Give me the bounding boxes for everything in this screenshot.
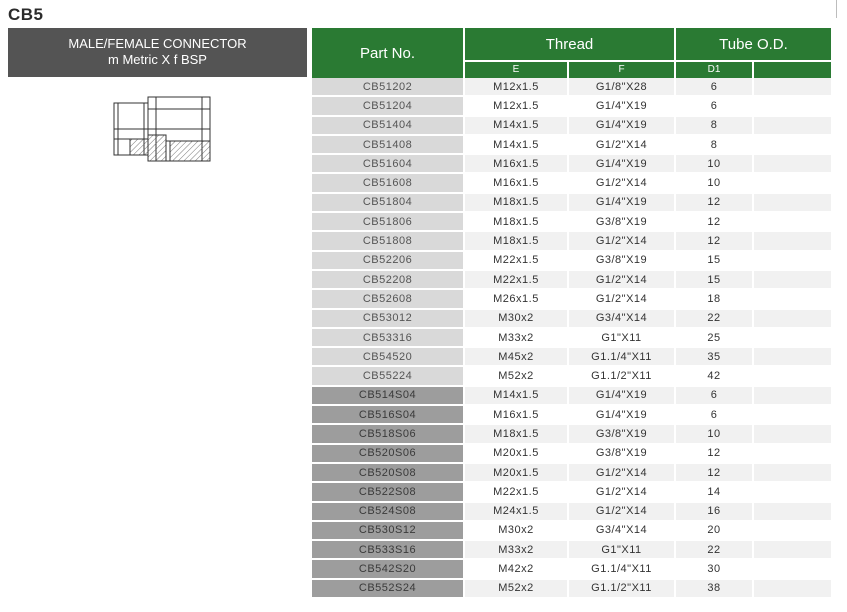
tube-od-cell: 35 [676,348,752,367]
thread-e-cell: M18x1.5 [465,232,567,251]
thread-f-cell: G1/4"X19 [569,155,674,174]
thread-f-cell: G1/8"X28 [569,78,674,97]
table-row [312,522,831,541]
part-number-cell: CB52608 [312,290,463,309]
part-number-cell: CB51204 [312,97,463,116]
part-spec-table [310,28,833,599]
table-row [312,97,831,116]
blank-cell [754,541,831,560]
thread-e-cell: M18x1.5 [465,194,567,213]
part-number-cell: CB51806 [312,213,463,232]
subheader-f: F [569,60,674,78]
thread-e-cell: M12x1.5 [465,78,567,97]
tube-od-cell: 30 [676,560,752,579]
blank-cell [754,174,831,193]
table-row [312,155,831,174]
thread-f-cell: G1/4"X19 [569,117,674,136]
part-number-cell: CB520S06 [312,445,463,464]
part-number-cell: CB520S08 [312,464,463,483]
blank-cell [754,117,831,136]
thread-e-cell: M14x1.5 [465,387,567,406]
thread-e-cell: M20x1.5 [465,445,567,464]
table-row [312,406,831,425]
table-row [312,329,831,348]
tube-od-cell: 12 [676,445,752,464]
part-number-cell: CB51202 [312,78,463,97]
blank-cell [754,580,831,599]
thread-f-cell: G3/4"X14 [569,522,674,541]
tube-od-cell: 10 [676,155,752,174]
thread-e-cell: M22x1.5 [465,483,567,502]
part-number-cell: CB518S06 [312,425,463,444]
thread-f-cell: G3/8"X19 [569,425,674,444]
blank-cell [754,445,831,464]
table-row [312,348,831,367]
thread-f-cell: G1/2"X14 [569,136,674,155]
tube-od-cell: 12 [676,194,752,213]
blank-cell [754,290,831,309]
connector-drawing [108,95,216,167]
blank-cell [754,78,831,97]
thread-e-cell: M33x2 [465,541,567,560]
part-number-cell: CB52206 [312,252,463,271]
thread-f-cell: G1/2"X14 [569,290,674,309]
blank-cell [754,406,831,425]
part-number-cell: CB51404 [312,117,463,136]
description-line-2: m Metric X f BSP [108,52,207,67]
blank-cell [754,232,831,251]
thread-e-cell: M52x2 [465,580,567,599]
part-number-cell: CB51608 [312,174,463,193]
header-part-no: Part No. [312,28,463,78]
thread-f-cell: G1/4"X19 [569,97,674,116]
part-number-cell: CB53316 [312,329,463,348]
part-number-cell: CB51804 [312,194,463,213]
tube-od-cell: 10 [676,174,752,193]
product-description-box [8,28,307,77]
tube-od-cell: 22 [676,541,752,560]
tube-od-cell: 10 [676,425,752,444]
tube-od-cell: 42 [676,367,752,386]
part-number-cell: CB53012 [312,310,463,329]
thread-f-cell: G1/2"X14 [569,503,674,522]
table-row [312,136,831,155]
table-row [312,310,831,329]
table-row [312,271,831,290]
part-number-cell: CB51808 [312,232,463,251]
product-code-title: CB5 [8,5,44,24]
thread-e-cell: M14x1.5 [465,117,567,136]
thread-f-cell: G1/4"X19 [569,194,674,213]
blank-cell [754,97,831,116]
thread-e-cell: M16x1.5 [465,155,567,174]
table-row [312,425,831,444]
thread-f-cell: G1/2"X14 [569,483,674,502]
thread-f-cell: G1/4"X19 [569,406,674,425]
blank-cell [754,310,831,329]
thread-f-cell: G1/2"X14 [569,232,674,251]
subheader-d1: D1 [676,60,752,78]
thread-e-cell: M45x2 [465,348,567,367]
table-row [312,445,831,464]
thread-e-cell: M33x2 [465,329,567,348]
blank-cell [754,522,831,541]
blank-cell [754,155,831,174]
blank-cell [754,503,831,522]
part-number-cell: CB533S16 [312,541,463,560]
header-thread: Thread [465,28,674,60]
thread-e-cell: M42x2 [465,560,567,579]
thread-e-cell: M18x1.5 [465,213,567,232]
tube-od-cell: 25 [676,329,752,348]
tube-od-cell: 12 [676,232,752,251]
thread-f-cell: G1/2"X14 [569,271,674,290]
tube-od-cell: 6 [676,406,752,425]
table-row [312,560,831,579]
thread-e-cell: M24x1.5 [465,503,567,522]
thread-f-cell: G1/2"X14 [569,174,674,193]
table-row [312,541,831,560]
table-row [312,213,831,232]
blank-cell [754,560,831,579]
tube-od-cell: 15 [676,252,752,271]
part-number-cell: CB55224 [312,367,463,386]
thread-f-cell: G1/4"X19 [569,387,674,406]
subheader-e: E [465,60,567,78]
thread-f-cell: G1.1/2"X11 [569,580,674,599]
table-row [312,580,831,599]
thread-f-cell: G1.1/4"X11 [569,348,674,367]
thread-e-cell: M26x1.5 [465,290,567,309]
part-number-cell: CB514S04 [312,387,463,406]
part-number-cell: CB530S12 [312,522,463,541]
thread-f-cell: G3/4"X14 [569,310,674,329]
thread-f-cell: G1"X11 [569,329,674,348]
description-line-1: MALE/FEMALE CONNECTOR [68,36,247,51]
blank-cell [754,387,831,406]
thread-f-cell: G3/8"X19 [569,445,674,464]
header-tube-od: Tube O.D. [676,28,831,60]
table-row [312,194,831,213]
blank-cell [754,194,831,213]
table-row [312,252,831,271]
table-row [312,503,831,522]
page-edge-divider [836,0,837,18]
table-row [312,464,831,483]
blank-cell [754,213,831,232]
blank-cell [754,483,831,502]
part-number-cell: CB54520 [312,348,463,367]
subheader-blank [754,60,831,78]
tube-od-cell: 20 [676,522,752,541]
tube-od-cell: 38 [676,580,752,599]
table-row [312,290,831,309]
thread-e-cell: M18x1.5 [465,425,567,444]
blank-cell [754,367,831,386]
table-row [312,78,831,97]
tube-od-cell: 16 [676,503,752,522]
part-number-cell: CB522S08 [312,483,463,502]
thread-e-cell: M52x2 [465,367,567,386]
part-number-cell: CB52208 [312,271,463,290]
thread-f-cell: G1.1/4"X11 [569,560,674,579]
tube-od-cell: 12 [676,213,752,232]
thread-e-cell: M20x1.5 [465,464,567,483]
thread-f-cell: G1/2"X14 [569,464,674,483]
thread-f-cell: G1"X11 [569,541,674,560]
tube-od-cell: 6 [676,78,752,97]
tube-od-cell: 14 [676,483,752,502]
blank-cell [754,425,831,444]
tube-od-cell: 18 [676,290,752,309]
thread-e-cell: M30x2 [465,310,567,329]
table-row [312,174,831,193]
part-number-cell: CB51604 [312,155,463,174]
blank-cell [754,464,831,483]
thread-e-cell: M30x2 [465,522,567,541]
table-row [312,483,831,502]
tube-od-cell: 12 [676,464,752,483]
part-number-cell: CB51408 [312,136,463,155]
blank-cell [754,348,831,367]
thread-f-cell: G1.1/2"X11 [569,367,674,386]
blank-cell [754,271,831,290]
blank-cell [754,252,831,271]
part-number-cell: CB516S04 [312,406,463,425]
thread-f-cell: G3/8"X19 [569,252,674,271]
thread-e-cell: M22x1.5 [465,252,567,271]
table-row [312,117,831,136]
part-number-cell: CB524S08 [312,503,463,522]
thread-e-cell: M14x1.5 [465,136,567,155]
part-number-cell: CB542S20 [312,560,463,579]
blank-cell [754,329,831,348]
table-row [312,232,831,251]
thread-e-cell: M16x1.5 [465,174,567,193]
table-row [312,367,831,386]
blank-cell [754,136,831,155]
tube-od-cell: 8 [676,117,752,136]
tube-od-cell: 8 [676,136,752,155]
thread-e-cell: M16x1.5 [465,406,567,425]
thread-e-cell: M12x1.5 [465,97,567,116]
thread-f-cell: G3/8"X19 [569,213,674,232]
table-row [312,387,831,406]
tube-od-cell: 22 [676,310,752,329]
tube-od-cell: 6 [676,97,752,116]
tube-od-cell: 6 [676,387,752,406]
part-number-cell: CB552S24 [312,580,463,599]
tube-od-cell: 15 [676,271,752,290]
thread-e-cell: M22x1.5 [465,271,567,290]
